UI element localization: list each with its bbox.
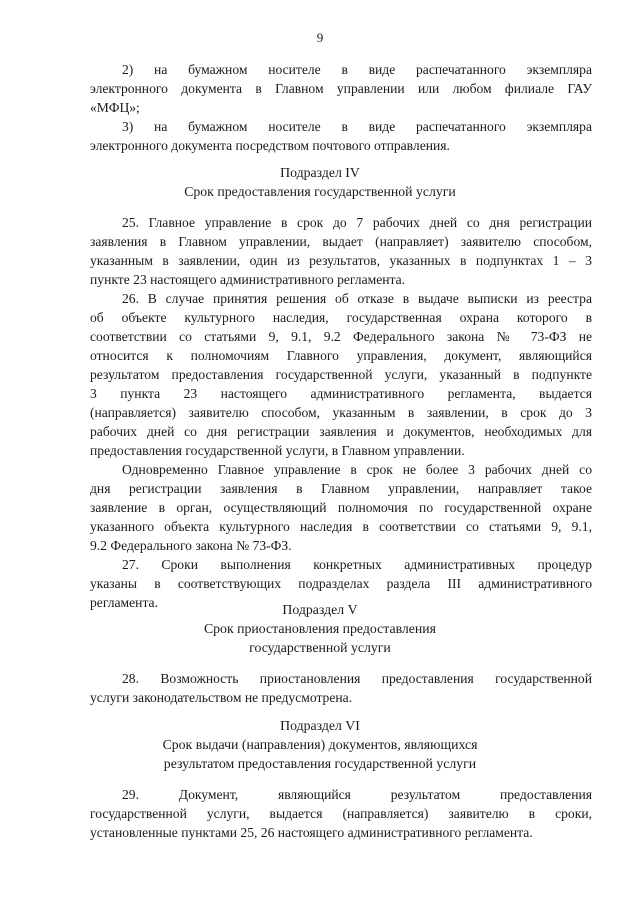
text-line: электронного документа посредством почтового отправления. [90, 138, 450, 153]
text-line: заявления в Главном управлении, выдает (направляет) заявителю способом, [90, 234, 592, 249]
text-line: 2) на бумажном носителе в виде распечатанного экземпляра [122, 62, 592, 77]
list-item-2 [90, 60, 592, 117]
page-number: 9 [316, 30, 324, 45]
text-line: заявление в орган, осуществляющий полномочия по государственной охране [90, 500, 592, 515]
subsection-4-heading [0, 163, 640, 201]
text-line: пункте 23 настоящего административного регламента. [90, 272, 406, 287]
paragraph-26-continuation [90, 460, 592, 555]
text-line: рабочих дней со дня регистрации заявления и документов, необходимых для [90, 424, 592, 439]
text-line: дня регистрации заявления в Главном управлении, направляет такое [90, 481, 592, 496]
paragraph-29 [90, 785, 592, 842]
subsection-heading: Срок предоставления государственной услуги [184, 184, 456, 199]
text-line: 3 пункта 23 настоящего административного регламента, выдается [90, 386, 592, 401]
text-line: соответствии со статьями 9, 9.1, 9.2 Федерального закона № 73-ФЗ не [90, 329, 592, 344]
subsection-5-heading [0, 600, 640, 657]
text-line: указанного объекта культурного наследия в соответствии со статьями 9, 9.1, [90, 519, 592, 534]
subsection-heading: государственной услуги [249, 640, 391, 655]
subsection-heading: Срок приостановления предоставления [203, 621, 437, 636]
text-line: регламента. [90, 595, 158, 610]
text-line: Одновременно Главное управление в срок не более 3 рабочих дней со [122, 462, 592, 477]
subsection-heading: Срок выдачи (направления) документов, являющихся [162, 737, 478, 752]
paragraph-26 [90, 289, 592, 460]
text-line: услуги законодательством не предусмотрена. [90, 690, 353, 705]
subsection-6-heading [0, 716, 640, 773]
text-line: относится к полномочиям Главного управления, документ, являющийся [90, 348, 592, 363]
subsection-title: Подраздел V [282, 602, 358, 617]
text-line: указаны в соответствующих подразделах раздела III административного [90, 576, 592, 591]
text-line: 29. Документ, являющийся результатом предоставления [122, 787, 592, 802]
text-line: 28. Возможность приостановления предоставления государственной [122, 671, 592, 686]
text-line: электронного документа в Главном управлении или любом филиале ГАУ [90, 81, 592, 96]
text-line: 27. Сроки выполнения конкретных административных процедур [122, 557, 592, 572]
subsection-title: Подраздел VI [280, 718, 360, 733]
text-line: результатом предоставления государственной услуги, указанный в подпункте [90, 367, 592, 382]
subsection-title: Подраздел IV [280, 165, 360, 180]
text-line: 9.2 Федерального закона № 73-ФЗ. [90, 538, 292, 553]
text-line: 25. Главное управление в срок до 7 рабочих дней со дня регистрации [122, 215, 592, 230]
text-line: (направляется) заявителю способом, указанным в заявлении, в срок до 3 [90, 405, 592, 420]
paragraph-25 [90, 213, 592, 289]
text-line: государственной услуги, выдается (направляется) заявителю в сроки, [90, 806, 592, 821]
text-line: «МФЦ»; [90, 100, 140, 115]
text-line: предоставления государственной услуги, в Главном управлении. [90, 443, 465, 458]
list-item-3 [90, 117, 592, 155]
text-line: 3) на бумажном носителе в виде распечатанного экземпляра [122, 119, 592, 134]
text-line: указанным в заявлении, один из результатов, указанных в подпунктах 1 – 3 [90, 253, 592, 268]
text-line: 26. В случае принятия решения об отказе в выдаче выписки из реестра [122, 291, 592, 306]
paragraph-28 [90, 669, 592, 707]
subsection-heading: результатом предоставления государственной услуги [163, 756, 477, 771]
text-line: установленные пунктами 25, 26 настоящего административного регламента. [90, 825, 533, 840]
text-line: об объекте культурного наследия, государственная охрана которого в [90, 310, 592, 325]
